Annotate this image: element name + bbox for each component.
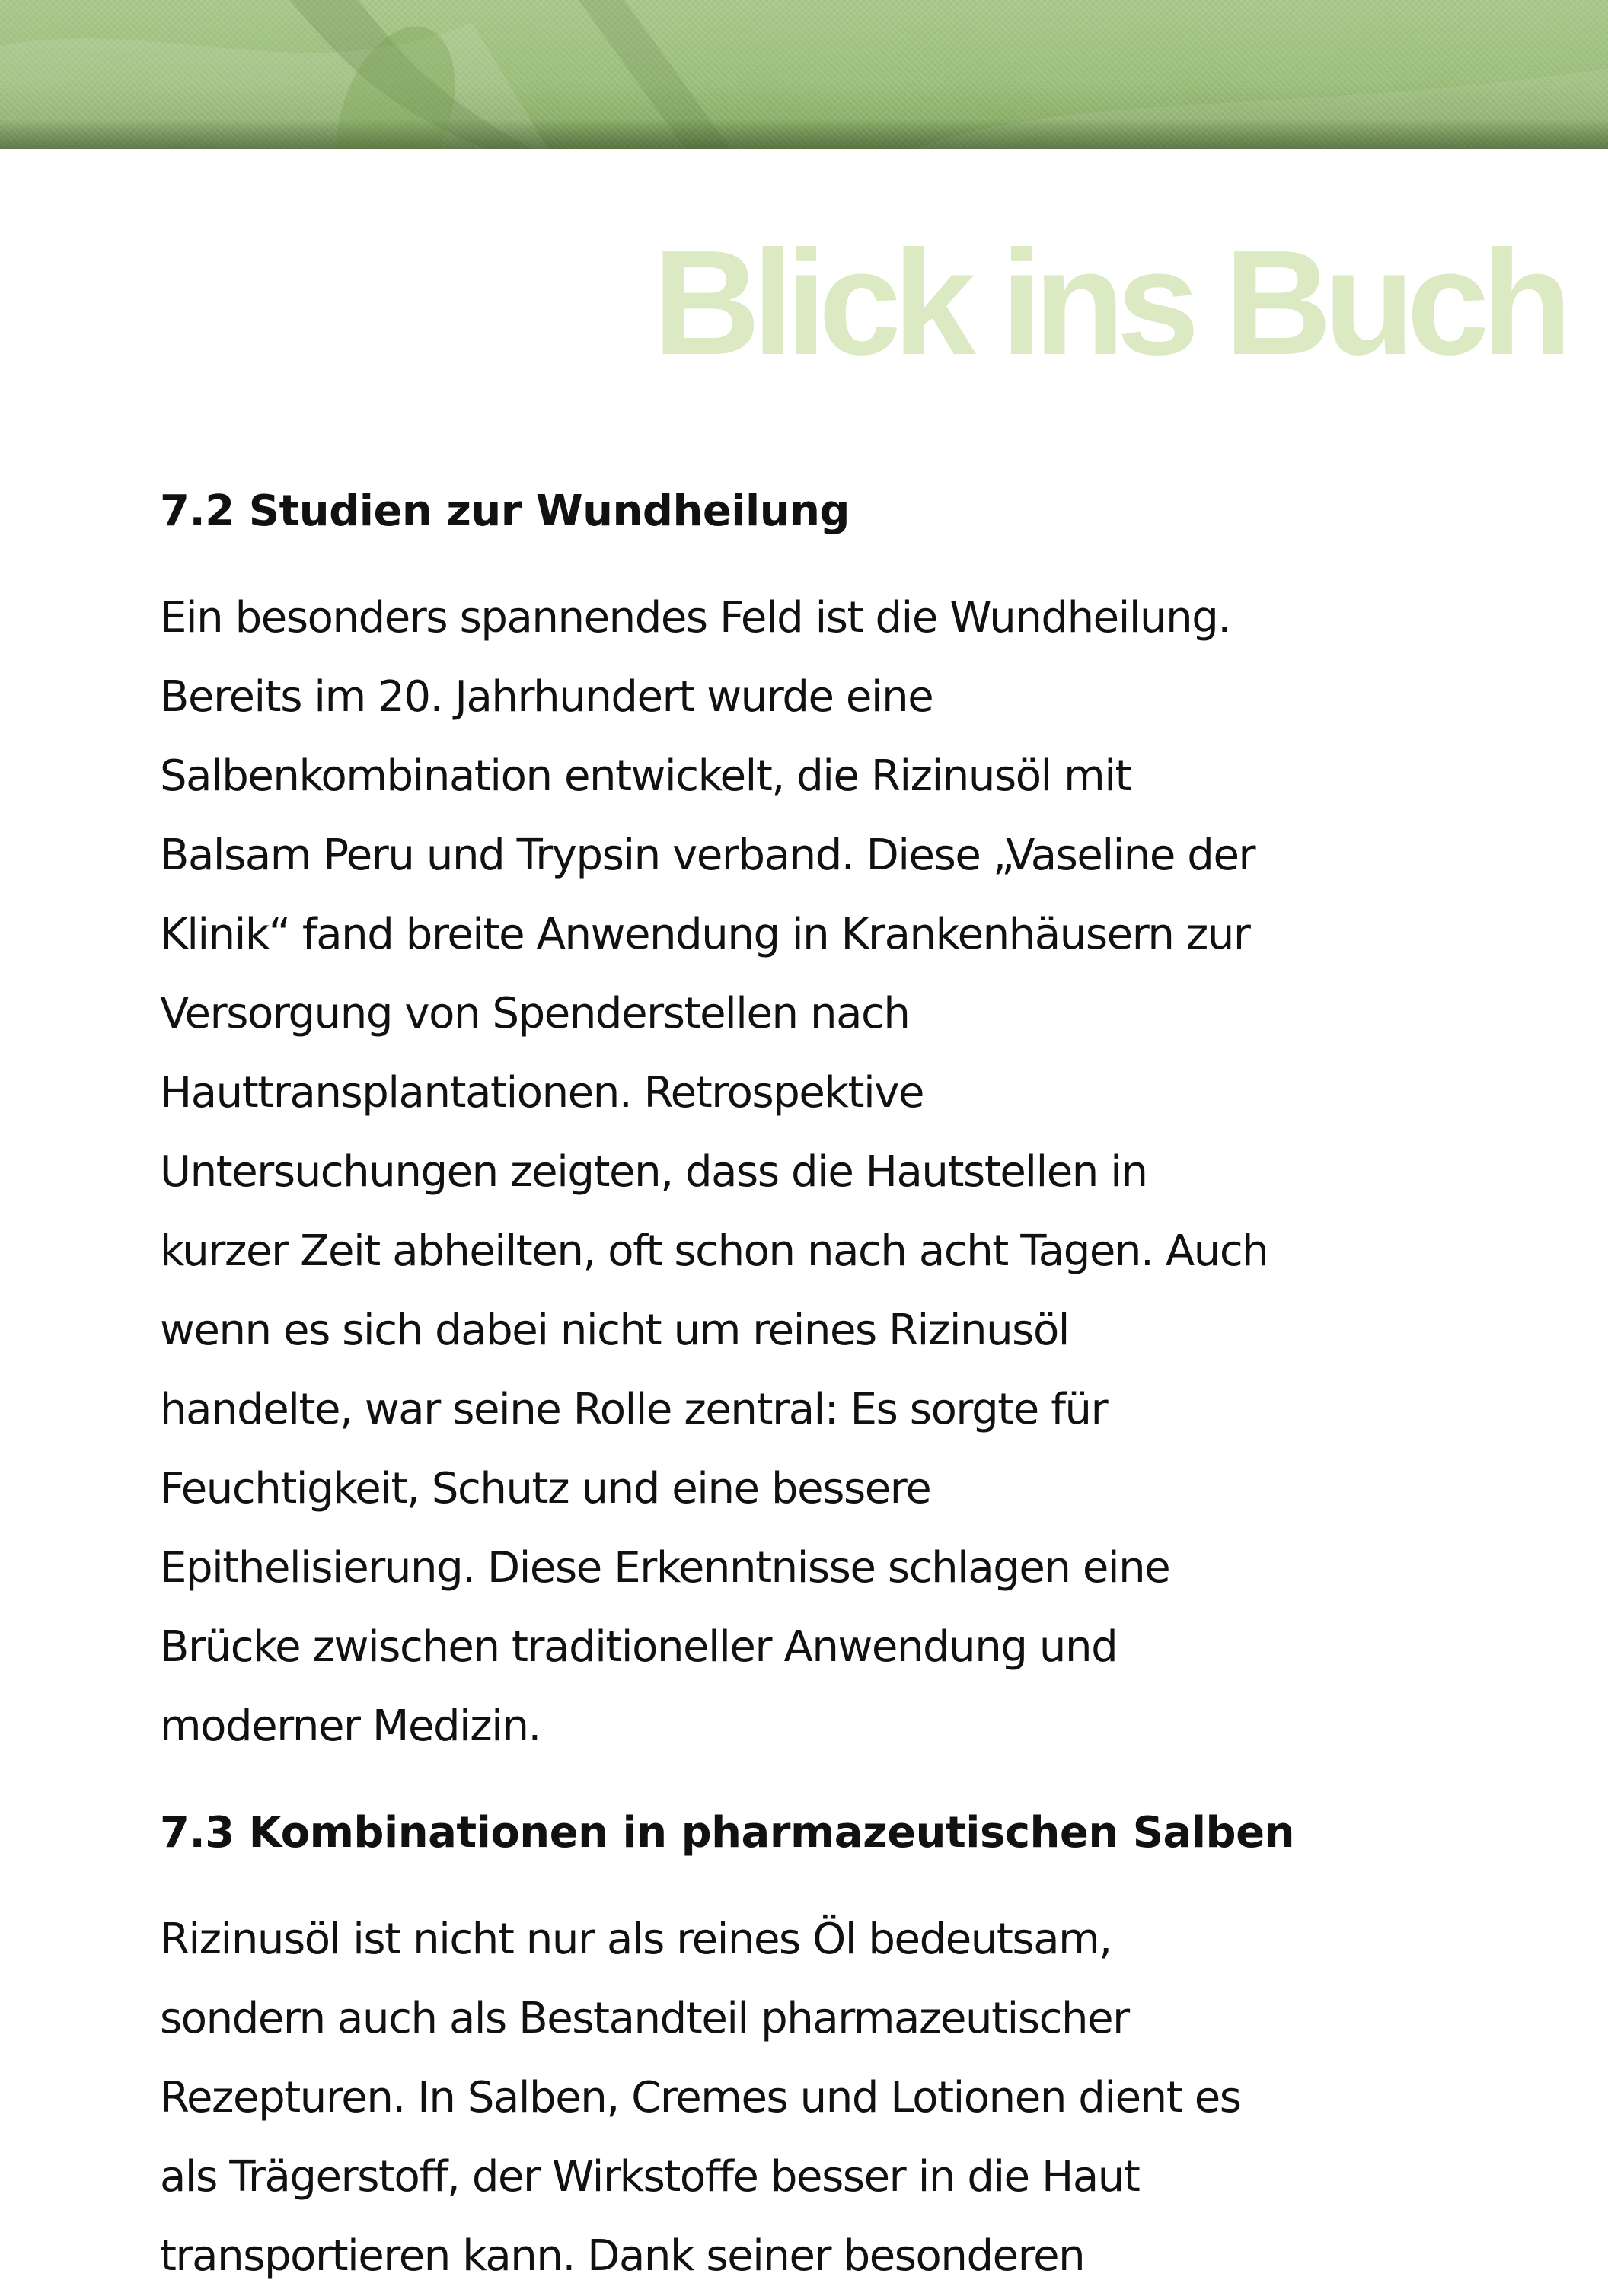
- header-banner: [0, 0, 1608, 149]
- text-line: sondern auch als Bestandteil pharmazeutischer: [160, 1994, 1129, 2043]
- text-line: Versorgung von Spenderstellen nach: [160, 989, 910, 1038]
- banner-shadow: [0, 119, 1608, 149]
- text-line: Rezepturen. In Salben, Cremes und Lotionen dient es: [160, 2073, 1241, 2122]
- text-line: Brücke zwischen traditioneller Anwendung und: [160, 1622, 1118, 1672]
- text-line: Feuchtigkeit, Schutz und eine bessere: [160, 1464, 931, 1513]
- text-line: Hauttransplantationen. Retrospektive: [160, 1068, 924, 1118]
- section-paragraph-salben: [160, 1900, 1500, 2296]
- text-line: Klinik“ fand breite Anwendung in Krankenhäusern zur: [160, 910, 1250, 959]
- text-line: moderner Medizin.: [160, 1701, 541, 1751]
- text-line: wenn es sich dabei nicht um reines Rizinusöl: [160, 1306, 1069, 1355]
- text-line: Untersuchungen zeigten, dass die Hautstellen in: [160, 1147, 1147, 1197]
- text-line: Salbenkombination entwickelt, die Rizinusöl mit: [160, 751, 1131, 801]
- text-line: Epithelisierung. Diese Erkenntnisse schlagen eine: [160, 1543, 1170, 1593]
- section-heading-salben: 7.3 Kombinationen in pharmazeutischen Salben: [160, 1808, 1294, 1858]
- text-line: transportieren kann. Dank seiner besonderen: [160, 2231, 1085, 2281]
- section-paragraph-wundheilung: [160, 579, 1500, 1766]
- text-line: Balsam Peru und Trypsin verband. Diese „Vaseline der: [160, 831, 1255, 880]
- text-line: als Trägerstoff, der Wirkstoffe besser in die Haut: [160, 2152, 1140, 2202]
- text-line: kurzer Zeit abheilten, oft schon nach acht Tagen. Auch: [160, 1226, 1268, 1276]
- text-line: Ein besonders spannendes Feld ist die Wundheilung.: [160, 593, 1230, 643]
- section-heading-wundheilung: 7.2 Studien zur Wundheilung: [160, 486, 850, 536]
- text-line: Rizinusöl ist nicht nur als reines Öl bedeutsam,: [160, 1915, 1112, 1964]
- text-line: handelte, war seine Rolle zentral: Es sorgte für: [160, 1385, 1108, 1434]
- text-line: Bereits im 20. Jahrhundert wurde eine: [160, 672, 933, 722]
- page-title: Blick ins Buch: [652, 219, 1564, 386]
- book-excerpt: [160, 472, 1500, 2296]
